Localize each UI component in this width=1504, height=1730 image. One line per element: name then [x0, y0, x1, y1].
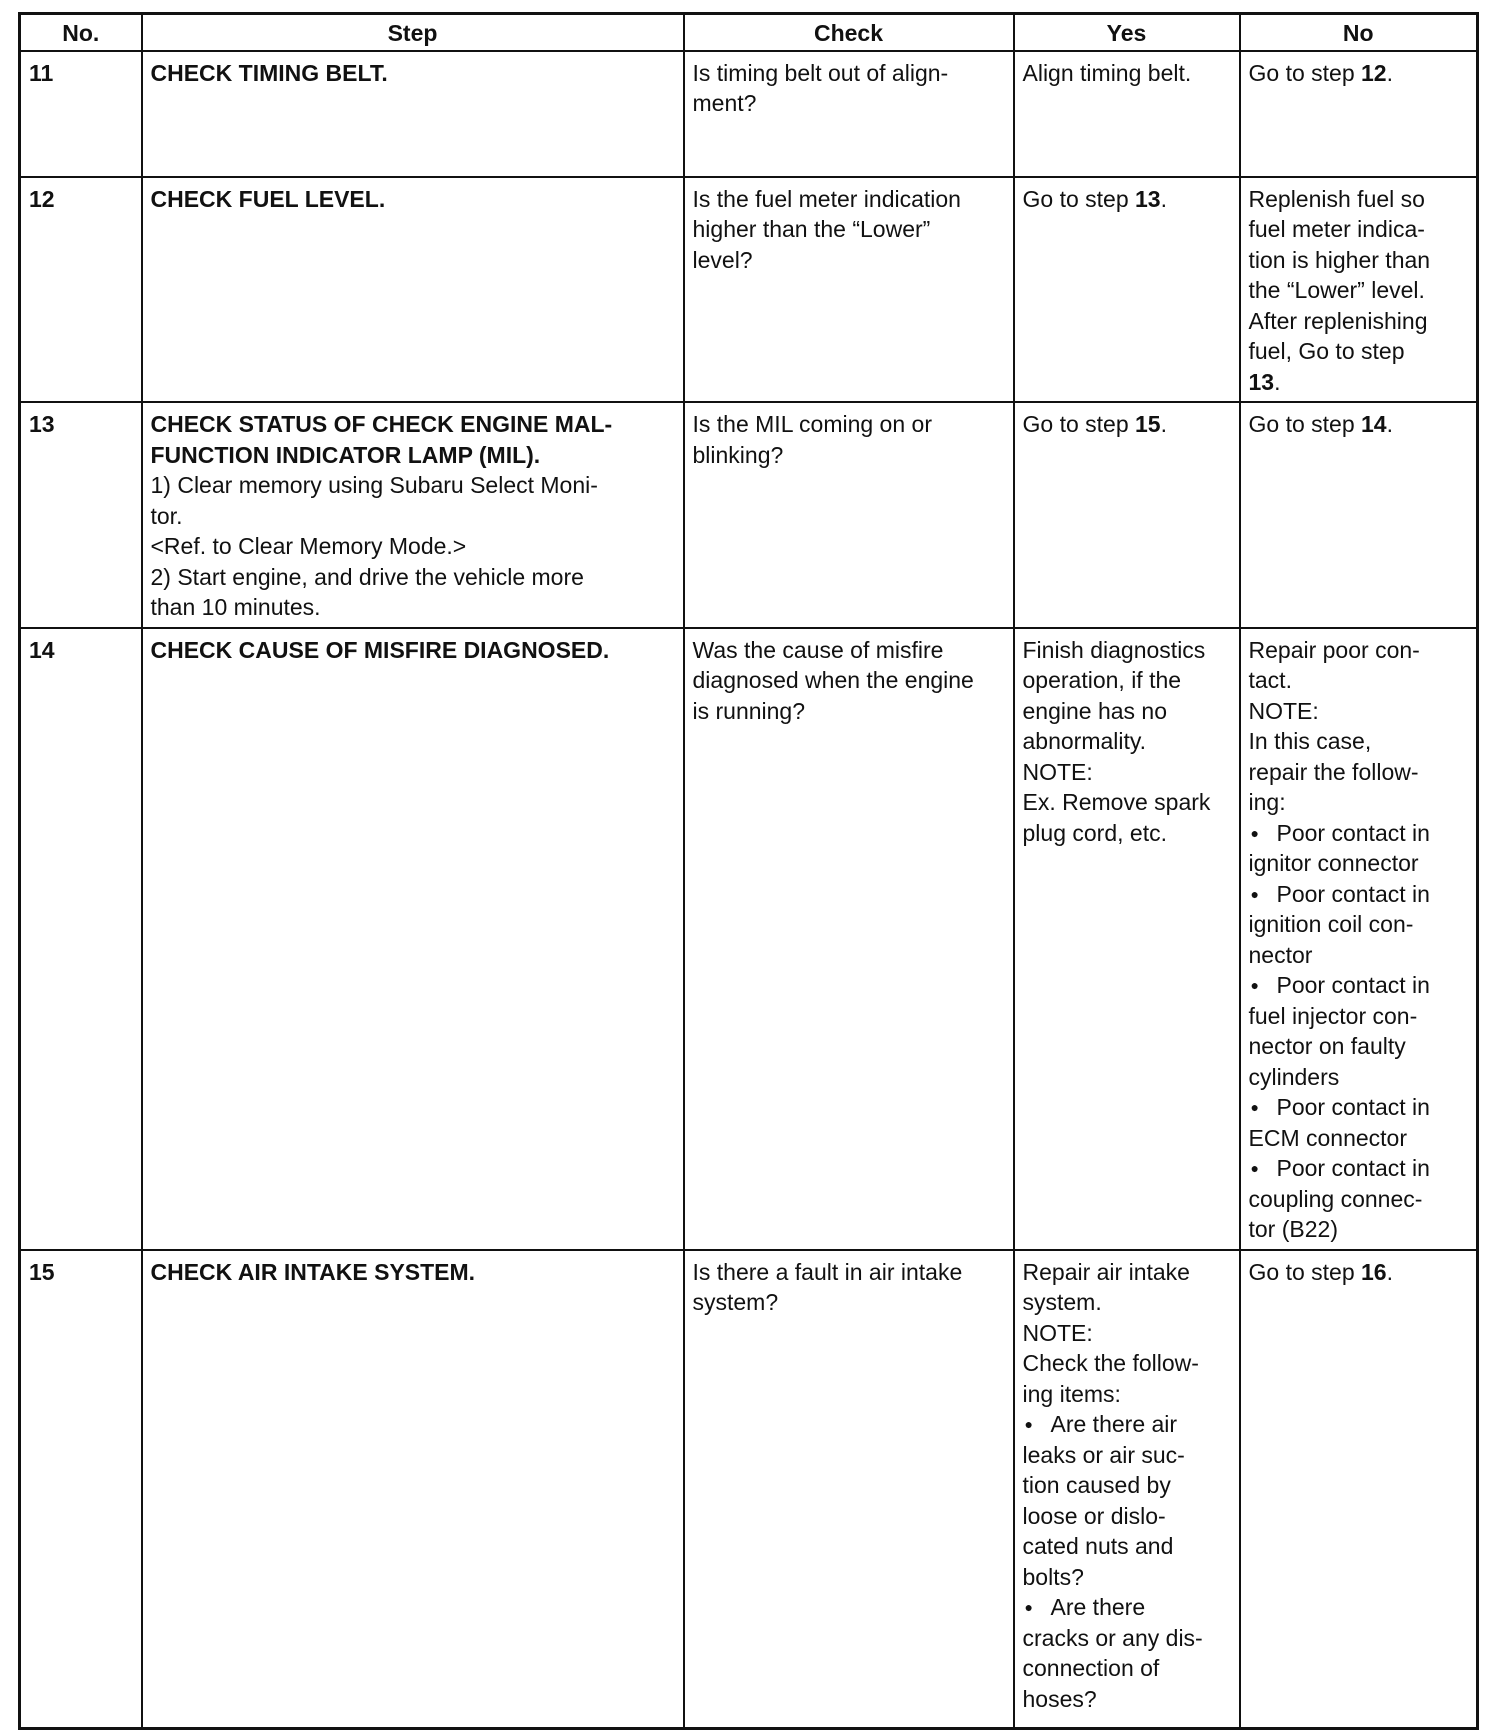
- no-text: Go to step: [1248, 59, 1355, 86]
- yes-cell: [1014, 402, 1240, 628]
- step-reference: 13: [1248, 368, 1275, 395]
- step-cell: [142, 177, 684, 403]
- yes-line: plug cord, etc.: [1022, 819, 1167, 846]
- check-cell: [684, 402, 1014, 628]
- bullet-continuation: bolts?: [1022, 1563, 1084, 1590]
- yes-line: Ex. Remove spark: [1022, 789, 1211, 815]
- no-line: fuel, Go to step: [1248, 338, 1405, 364]
- yes-line: engine has no: [1022, 697, 1168, 724]
- bullet-continuation: tor (B22): [1248, 1216, 1338, 1242]
- no-line: the “Lower” level.: [1248, 277, 1425, 303]
- bullet-continuation: ignitor connector: [1248, 850, 1419, 876]
- step-line: 2) Start engine, and drive the vehicle more: [150, 563, 584, 590]
- yes-text: Go to step: [1022, 185, 1129, 212]
- check-line: level?: [692, 246, 753, 273]
- no-line: Replenish fuel so: [1248, 185, 1425, 212]
- bullet-continuation: tion caused by: [1022, 1472, 1171, 1498]
- bullet-continuation: hoses?: [1022, 1685, 1097, 1712]
- no-suffix: .: [1274, 368, 1281, 395]
- check-cell: [684, 51, 1014, 177]
- no-ref-line: [1249, 367, 1469, 398]
- bullet-continuation: leaks or air suc-: [1022, 1441, 1185, 1468]
- header-yes: Yes: [1014, 14, 1240, 51]
- step-title: CHECK TIMING BELT.: [150, 59, 388, 86]
- yes-line: system.: [1022, 1289, 1102, 1315]
- bullet-continuation: ignition coil con-: [1248, 911, 1414, 937]
- step-number: 11: [20, 51, 142, 177]
- step-line: <Ref. to Clear Memory Mode.>: [150, 533, 467, 559]
- no-suffix: .: [1386, 411, 1393, 437]
- check-line: Is the MIL coming on or: [692, 411, 932, 437]
- step-reference: 15: [1135, 411, 1161, 437]
- no-line: After replenishing: [1248, 307, 1428, 334]
- check-line: is running?: [692, 697, 806, 724]
- step-cell: [142, 402, 684, 628]
- yes-line: NOTE:: [1022, 758, 1093, 785]
- yes-line: Repair air intake: [1022, 1258, 1190, 1285]
- step-reference: 14: [1361, 411, 1387, 437]
- step-number: 14: [20, 628, 142, 1250]
- no-suffix: .: [1386, 1258, 1393, 1285]
- step-title: CHECK CAUSE OF MISFIRE DIAGNOSED.: [150, 636, 610, 663]
- table-row: [20, 51, 1478, 177]
- bullet-continuation: loose or dislo-: [1022, 1502, 1166, 1529]
- check-line: blinking?: [692, 441, 784, 468]
- check-line: ment?: [692, 90, 757, 116]
- no-text: Go to step: [1248, 1258, 1355, 1285]
- no-text: Go to step: [1248, 411, 1355, 437]
- header-no: No.: [20, 14, 142, 51]
- bullet-continuation: connection of: [1022, 1655, 1160, 1681]
- no-suffix: .: [1386, 59, 1393, 86]
- step-reference: 13: [1135, 185, 1161, 212]
- check-line: Was the cause of misfire: [692, 636, 944, 663]
- yes-suffix: .: [1160, 411, 1167, 437]
- check-cell: [684, 628, 1014, 1250]
- step-title-line: FUNCTION INDICATOR LAMP (MIL).: [150, 441, 541, 468]
- bullet-item: ● Poor contact in: [1249, 1153, 1469, 1184]
- no-line: tion is higher than: [1248, 246, 1431, 273]
- step-title: CHECK AIR INTAKE SYSTEM.: [150, 1258, 476, 1285]
- header-row: [20, 14, 1478, 51]
- bullet-continuation: nector: [1248, 941, 1313, 968]
- table-row: [20, 628, 1478, 1250]
- step-number: 12: [20, 177, 142, 403]
- check-line: Is there a fault in air intake: [692, 1258, 963, 1285]
- no-cell: [1240, 1250, 1478, 1729]
- no-cell: [1240, 177, 1478, 403]
- bullet-continuation: fuel injector con-: [1248, 1002, 1418, 1029]
- check-line: system?: [692, 1289, 779, 1315]
- step-reference: 12: [1361, 59, 1387, 86]
- check-line: Is the fuel meter indication: [692, 185, 961, 212]
- check-cell: [684, 1250, 1014, 1729]
- bullet-continuation: cated nuts and: [1022, 1533, 1174, 1559]
- bullet-item: ● Are there air: [1023, 1409, 1231, 1440]
- check-line: higher than the “Lower”: [692, 216, 931, 242]
- bullet-continuation: cracks or any dis-: [1022, 1624, 1203, 1651]
- step-line: than 10 minutes.: [150, 594, 321, 620]
- yes-text: Go to step: [1022, 411, 1129, 437]
- header-no-result: No: [1240, 14, 1478, 51]
- no-line: ing:: [1248, 789, 1286, 815]
- no-cell: [1240, 51, 1478, 177]
- yes-line: operation, if the: [1022, 667, 1182, 693]
- bullet-item: ● Poor contact in: [1249, 818, 1469, 849]
- step-reference: 16: [1361, 1258, 1387, 1285]
- yes-line: NOTE:: [1022, 1319, 1093, 1346]
- bullet-item: ● Poor contact in: [1249, 1092, 1469, 1123]
- step-title: CHECK FUEL LEVEL.: [150, 185, 386, 212]
- yes-cell: [1014, 1250, 1240, 1729]
- no-line: tact.: [1248, 667, 1292, 693]
- yes-suffix: .: [1160, 185, 1167, 212]
- bullet-item: ● Poor contact in: [1249, 879, 1469, 910]
- yes-line: abnormality.: [1022, 728, 1147, 754]
- check-line: Is timing belt out of align-: [692, 59, 949, 86]
- bullet-continuation: nector on faulty: [1248, 1033, 1406, 1059]
- step-line: 1) Clear memory using Subaru Select Moni-: [150, 472, 598, 498]
- yes-line: ing items:: [1022, 1380, 1121, 1407]
- check-line: diagnosed when the engine: [692, 667, 974, 693]
- table-row: [20, 402, 1478, 628]
- bullet-item: ● Are there: [1023, 1592, 1231, 1623]
- no-line: Repair poor con-: [1248, 636, 1420, 663]
- bullet-continuation: ECM connector: [1248, 1124, 1408, 1151]
- step-cell: [142, 51, 684, 177]
- check-cell: [684, 177, 1014, 403]
- no-line: repair the follow-: [1248, 758, 1419, 785]
- no-cell: [1240, 402, 1478, 628]
- table-row: [20, 177, 1478, 403]
- yes-cell: [1014, 628, 1240, 1250]
- header-step: Step: [142, 14, 684, 51]
- step-number: 15: [20, 1250, 142, 1729]
- bullet-continuation: coupling connec-: [1248, 1185, 1423, 1212]
- yes-line: Finish diagnostics: [1022, 636, 1206, 663]
- step-number: 13: [20, 402, 142, 628]
- step-title-line: CHECK STATUS OF CHECK ENGINE MAL-: [150, 411, 613, 437]
- no-line: NOTE:: [1248, 697, 1319, 724]
- step-cell: [142, 1250, 684, 1729]
- step-cell: [142, 628, 684, 1250]
- bullet-continuation: cylinders: [1248, 1063, 1340, 1090]
- no-line: In this case,: [1248, 728, 1372, 754]
- yes-cell: [1014, 51, 1240, 177]
- diagnostic-table: [18, 12, 1479, 1730]
- yes-cell: [1014, 177, 1240, 403]
- no-line: fuel meter indica-: [1248, 216, 1425, 242]
- table-row: [20, 1250, 1478, 1729]
- bullet-item: ● Poor contact in: [1249, 970, 1469, 1001]
- yes-line: Align timing belt.: [1022, 59, 1192, 86]
- step-line: tor.: [150, 502, 183, 529]
- yes-line: Check the follow-: [1022, 1350, 1199, 1376]
- header-check: Check: [684, 14, 1014, 51]
- no-cell: [1240, 628, 1478, 1250]
